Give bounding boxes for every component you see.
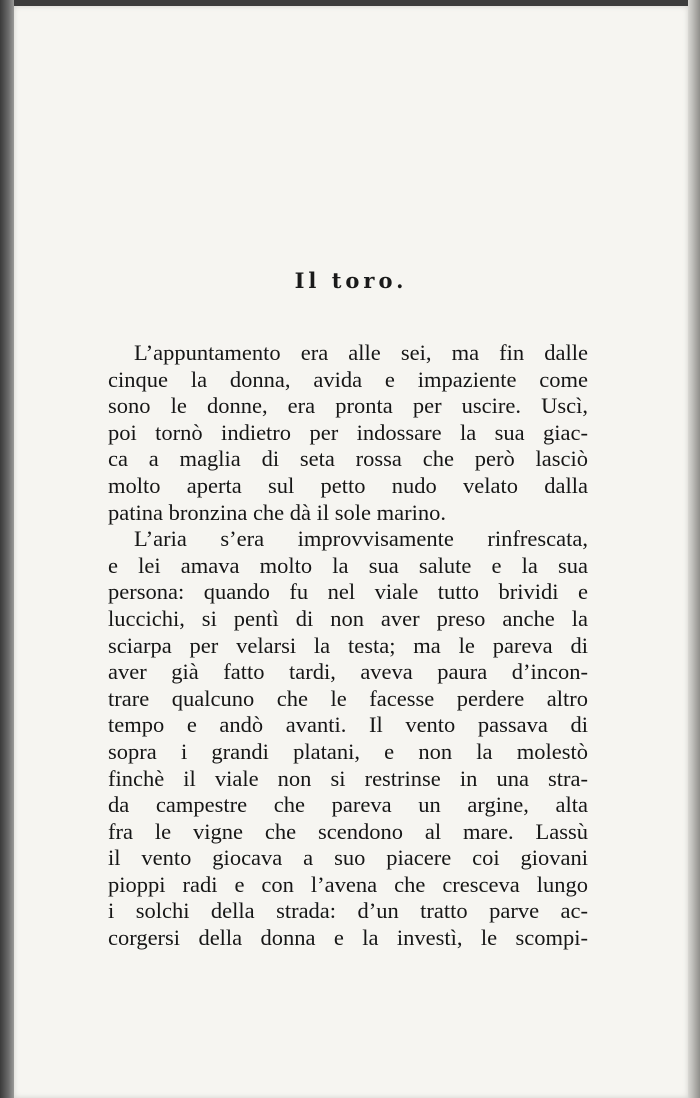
text-line: il vento giocava a suo piacere coi giovani (108, 845, 588, 871)
text-line: da campestre che pareva un argine, alta (108, 792, 588, 818)
text-line: L’appuntamento era alle sei, ma fin dalle (134, 340, 588, 365)
text-line: cinque la donna, avida e impaziente come (108, 366, 588, 392)
text-line: molto aperta sul petto nudo velato dalla (108, 472, 588, 498)
book-spine-edge (0, 0, 14, 1098)
text-line: fra le vigne che scendono al mare. Lassù (108, 818, 588, 844)
text-line: sciarpa per velarsi la testa; ma le pareva di (108, 632, 588, 658)
text-line: sopra i grandi platani, e non la molestò (108, 738, 588, 764)
text-line: corgersi della donna e la investì, le scompi- (108, 925, 588, 951)
text-line: luccichi, si pentì di non aver preso anche la (108, 605, 588, 631)
paragraph-1 (108, 340, 588, 526)
text-line: trare qualcuno che le facesse perdere altro (108, 685, 588, 711)
text-line: tempo e andò avanti. Il vento passava di (108, 712, 588, 738)
book-page (14, 6, 688, 1098)
text-line: L’aria s’era improvvisamente rinfrescata, (134, 526, 588, 552)
text-line: e lei amava molto la sua salute e la sua (108, 552, 588, 578)
text-line: aver già fatto tardi, aveva paura d’incon- (108, 659, 588, 685)
chapter-title: Il toro. (294, 268, 408, 293)
text-line: i solchi della strada: d’un tratto parve ac- (108, 898, 588, 924)
text-line: sono le donne, era pronta per uscire. Uscì, (108, 393, 588, 419)
paragraph-2 (108, 526, 588, 952)
text-line: poi tornò indietro per indossare la sua giac- (108, 419, 588, 445)
chapter-body (108, 340, 588, 952)
page-right-edge (688, 0, 700, 1098)
text-line: ca a maglia di seta rossa che però lasciò (108, 446, 588, 472)
text-line: persona: quando fu nel viale tutto brividi e (108, 579, 588, 605)
text-line: finchè il viale non si restrinse in una stra- (108, 765, 588, 791)
text-line: patina bronzina che dà il sole marino. (108, 499, 447, 525)
text-line: pioppi radi e con l’avena che cresceva lungo (108, 871, 588, 897)
